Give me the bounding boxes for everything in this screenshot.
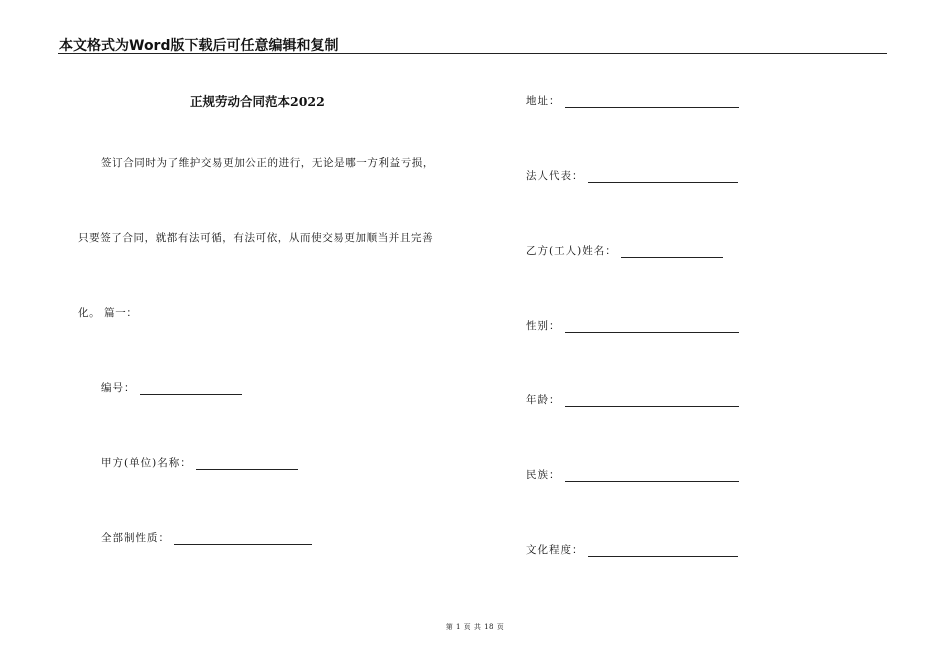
field-ownership-type: [101, 530, 312, 545]
field-ethnicity: [526, 467, 739, 482]
fill-in-line[interactable]: [621, 246, 723, 258]
field-legal-representative: [526, 168, 738, 183]
field-serial-number: [101, 380, 242, 395]
field-label: 甲方(单位)名称：: [101, 457, 192, 469]
intro-line-3: 化。 篇一：: [78, 307, 138, 319]
page-number: 第 1 页 共 18 页: [445, 623, 505, 631]
field-party-a-name: [101, 455, 298, 470]
header-title: 本文格式为Word版下载后可任意编辑和复制: [59, 38, 339, 54]
fill-in-line[interactable]: [565, 470, 739, 482]
field-label: 文化程度：: [526, 544, 584, 556]
field-label: 乙方(工人)姓名：: [526, 245, 617, 257]
field-party-b-name: [526, 243, 723, 258]
field-label: 年龄：: [526, 394, 561, 406]
fill-in-line[interactable]: [174, 533, 312, 545]
fill-in-line[interactable]: [140, 383, 242, 395]
fill-in-line[interactable]: [588, 545, 738, 557]
field-label: 民族：: [526, 469, 561, 481]
field-gender: [526, 318, 739, 333]
document-title: 正规劳动合同范本2022: [190, 94, 325, 109]
field-education-level: [526, 542, 738, 557]
fill-in-line[interactable]: [588, 171, 738, 183]
fill-in-line[interactable]: [565, 321, 739, 333]
field-label: 地址：: [526, 95, 561, 107]
fill-in-line[interactable]: [565, 395, 739, 407]
field-label: 性别：: [526, 320, 561, 332]
header-divider: [58, 53, 887, 54]
field-label: 编号：: [101, 382, 136, 394]
intro-line-2: 只要签了合同，就都有法可循，有法可依，从而使交易更加顺当并且完善: [78, 232, 434, 244]
field-label: 全部制性质：: [101, 532, 170, 544]
fill-in-line[interactable]: [565, 96, 739, 108]
field-label: 法人代表：: [526, 170, 584, 182]
fill-in-line[interactable]: [196, 458, 298, 470]
field-age: [526, 392, 739, 407]
intro-line-1: 签订合同时为了维护交易更加公正的进行，无论是哪一方利益亏损，: [101, 157, 434, 169]
field-address: [526, 93, 739, 108]
